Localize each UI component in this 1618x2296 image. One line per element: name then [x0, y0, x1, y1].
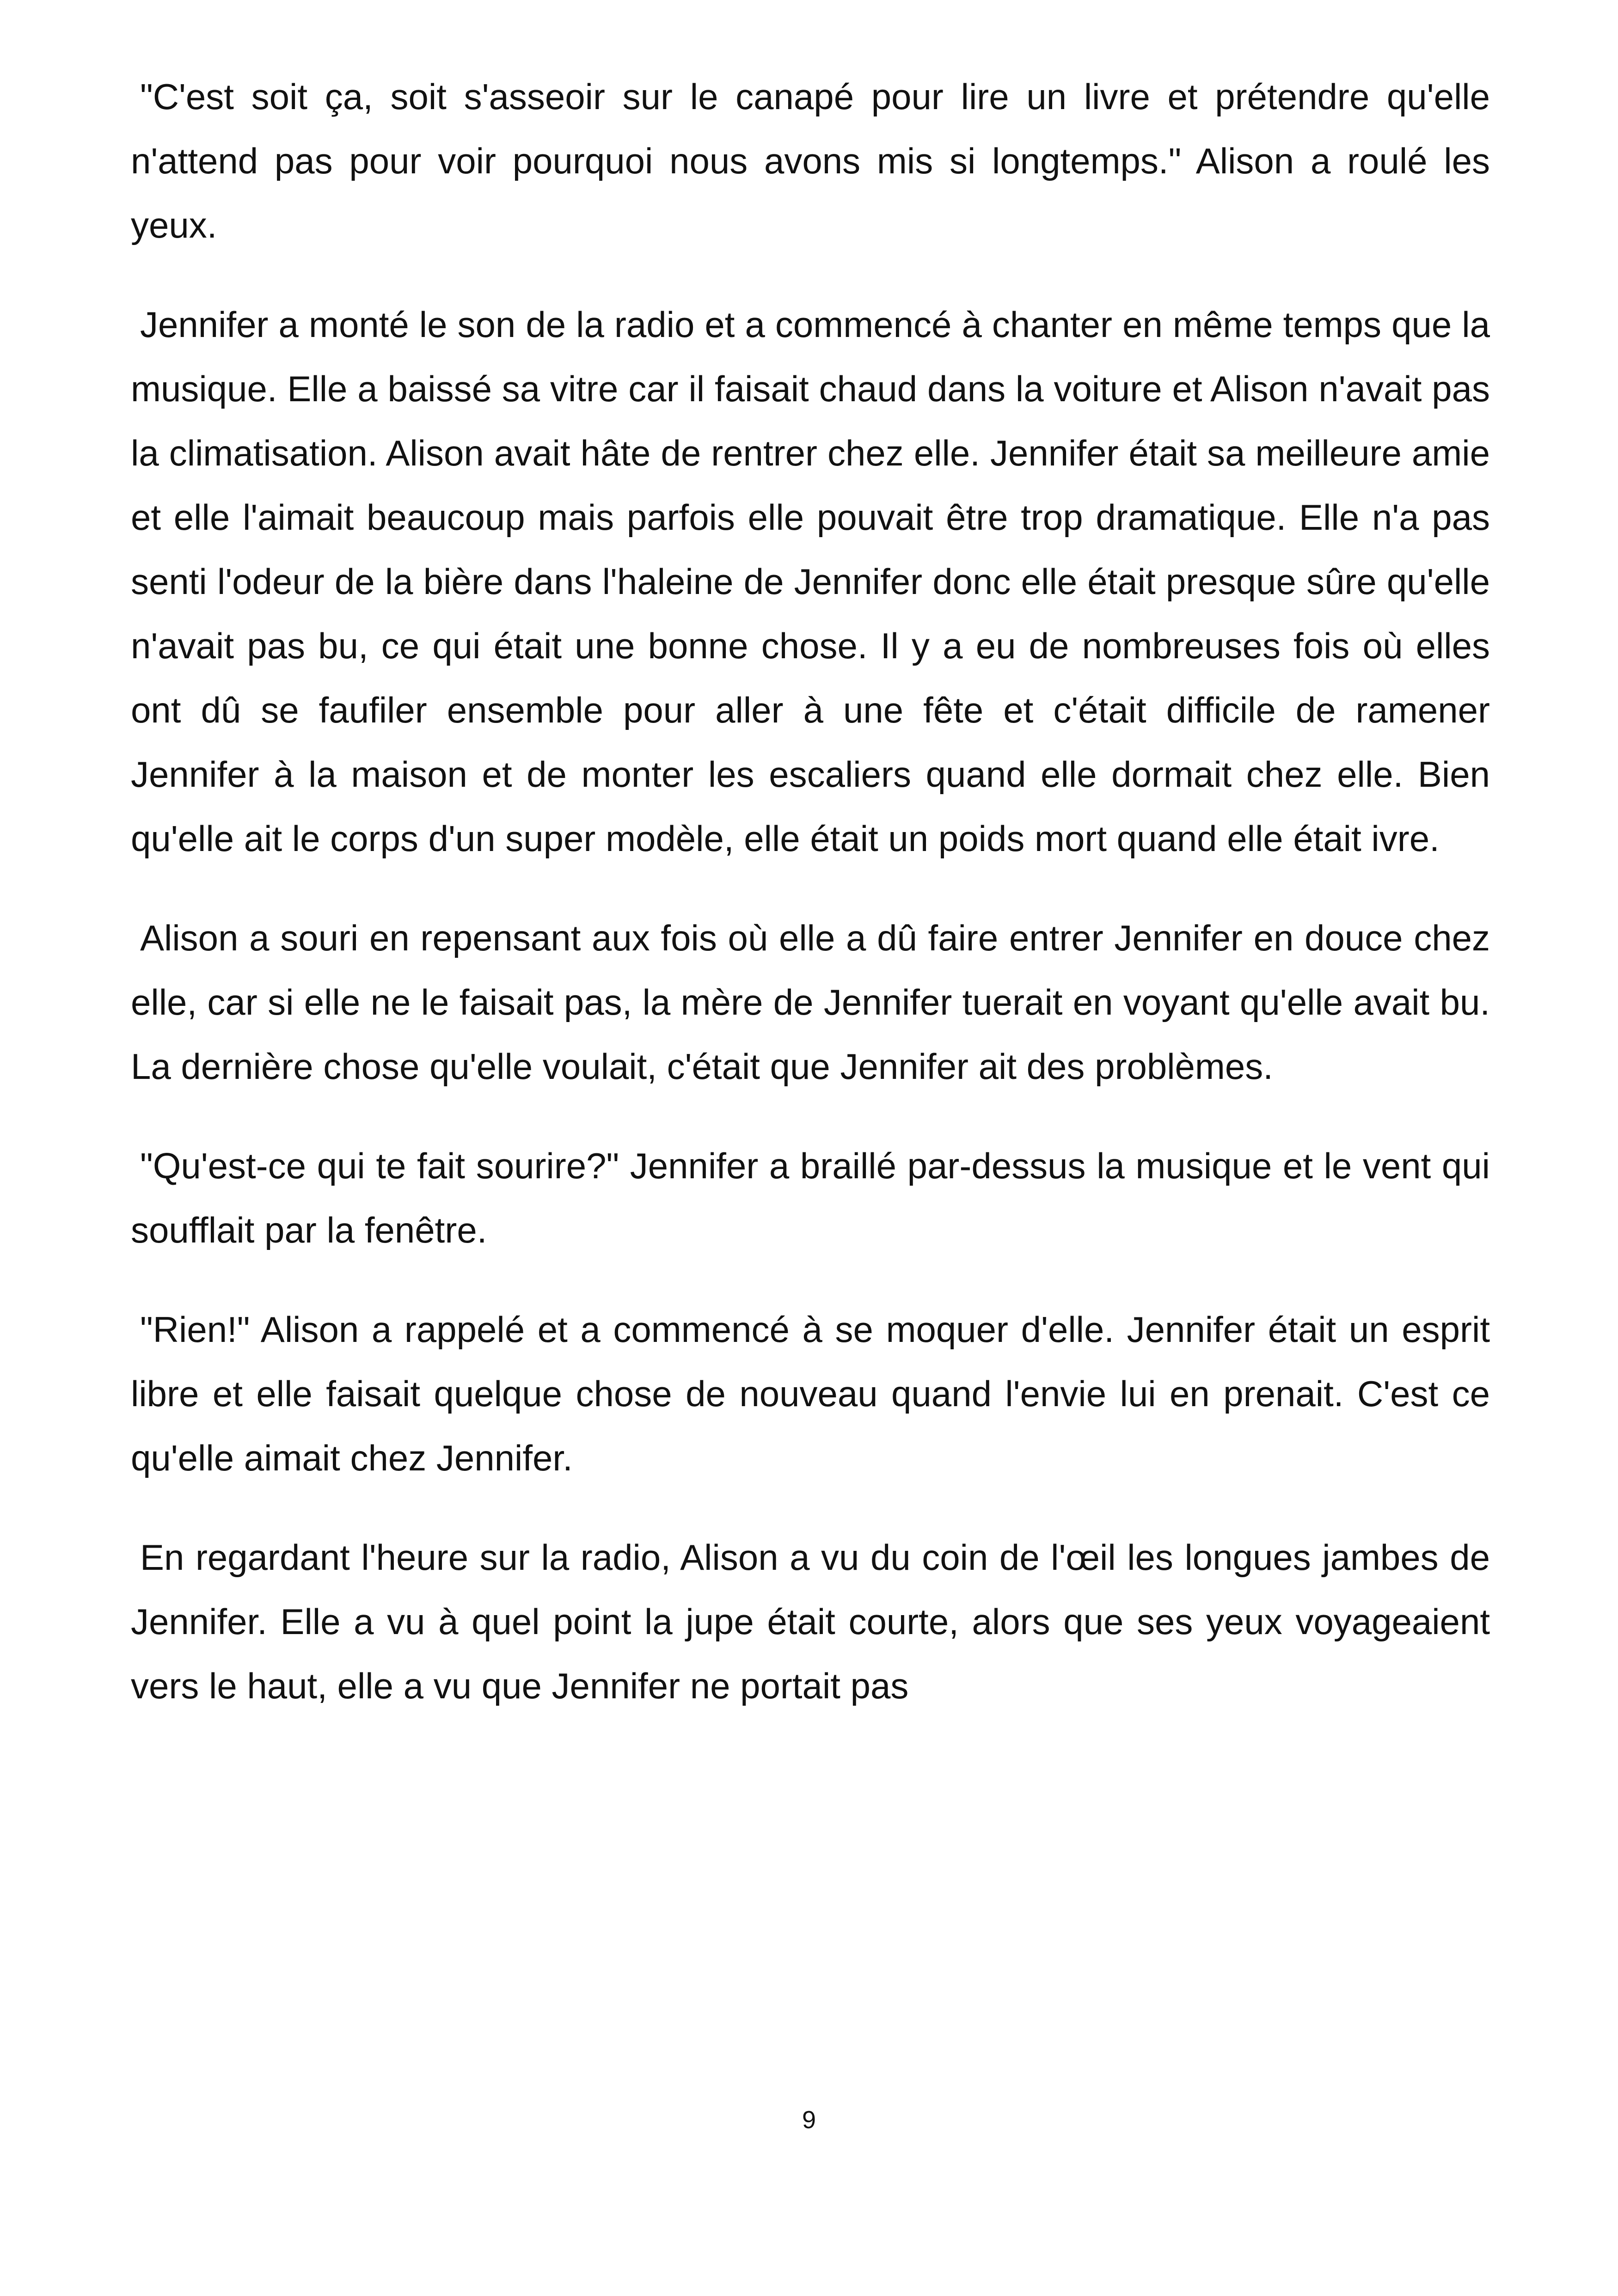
paragraph: Alison a souri en repensant aux fois où elle a dû faire entrer Jennifer en douce chez elle, car si elle ne le faisait pas, la mère de Jennifer tuerait en voyant qu'elle avait bu. La dernière chose qu'elle voulait, c'était que Jennifer ait des problèmes.: [131, 918, 1490, 1087]
paragraph: "Qu'est-ce qui te fait sourire?" Jennifer a braillé par-dessus la musique et le vent qui soufflait par la fenêtre.: [131, 1145, 1490, 1250]
page-number: 9: [802, 2106, 816, 2134]
paragraph: En regardant l'heure sur la radio, Alison a vu du coin de l'œil les longues jambes de Jennifer. Elle a vu à quel point la jupe était courte, alors que ses yeux voyageaient vers le haut, elle a vu que Jennifer ne portait pas: [131, 1537, 1490, 1706]
body-text: [131, 65, 1490, 1753]
paragraph: "Rien!" Alison a rappelé et a commencé à se moquer d'elle. Jennifer était un esprit libre et elle faisait quelque chose de nouveau quand l'envie lui en prenait. C'est ce qu'elle aimait chez Jennifer.: [131, 1309, 1490, 1478]
paragraph: Jennifer a monté le son de la radio et a commencé à chanter en même temps que la musique. Elle a baissé sa vitre car il faisait chaud dans la voiture et Alison n'avait pas la climatisation. Alison avait hâte de rentrer chez elle. Jennifer était sa meilleure amie et elle l'aimait beaucoup mais parfois elle pouvait être trop dramatique. Elle n'a pas senti l'odeur de la bière dans l'haleine de Jennifer donc elle était presque sûre qu'elle n'avait pas bu, ce qui était une bonne chose. Il y a eu de nombreuses fois où elles ont dû se faufiler ensemble pour aller à une fête et c'était difficile de ramener Jennifer à la maison et de monter les escaliers quand elle dormait chez elle. Bien qu'elle ait le corps d'un super modèle, elle était un poids mort quand elle était ivre.: [131, 304, 1490, 859]
paragraph: "C'est soit ça, soit s'asseoir sur le canapé pour lire un livre et prétendre qu'elle n'attend pas pour voir pourquoi nous avons mis si longtemps." Alison a roulé les yeux.: [131, 76, 1490, 245]
